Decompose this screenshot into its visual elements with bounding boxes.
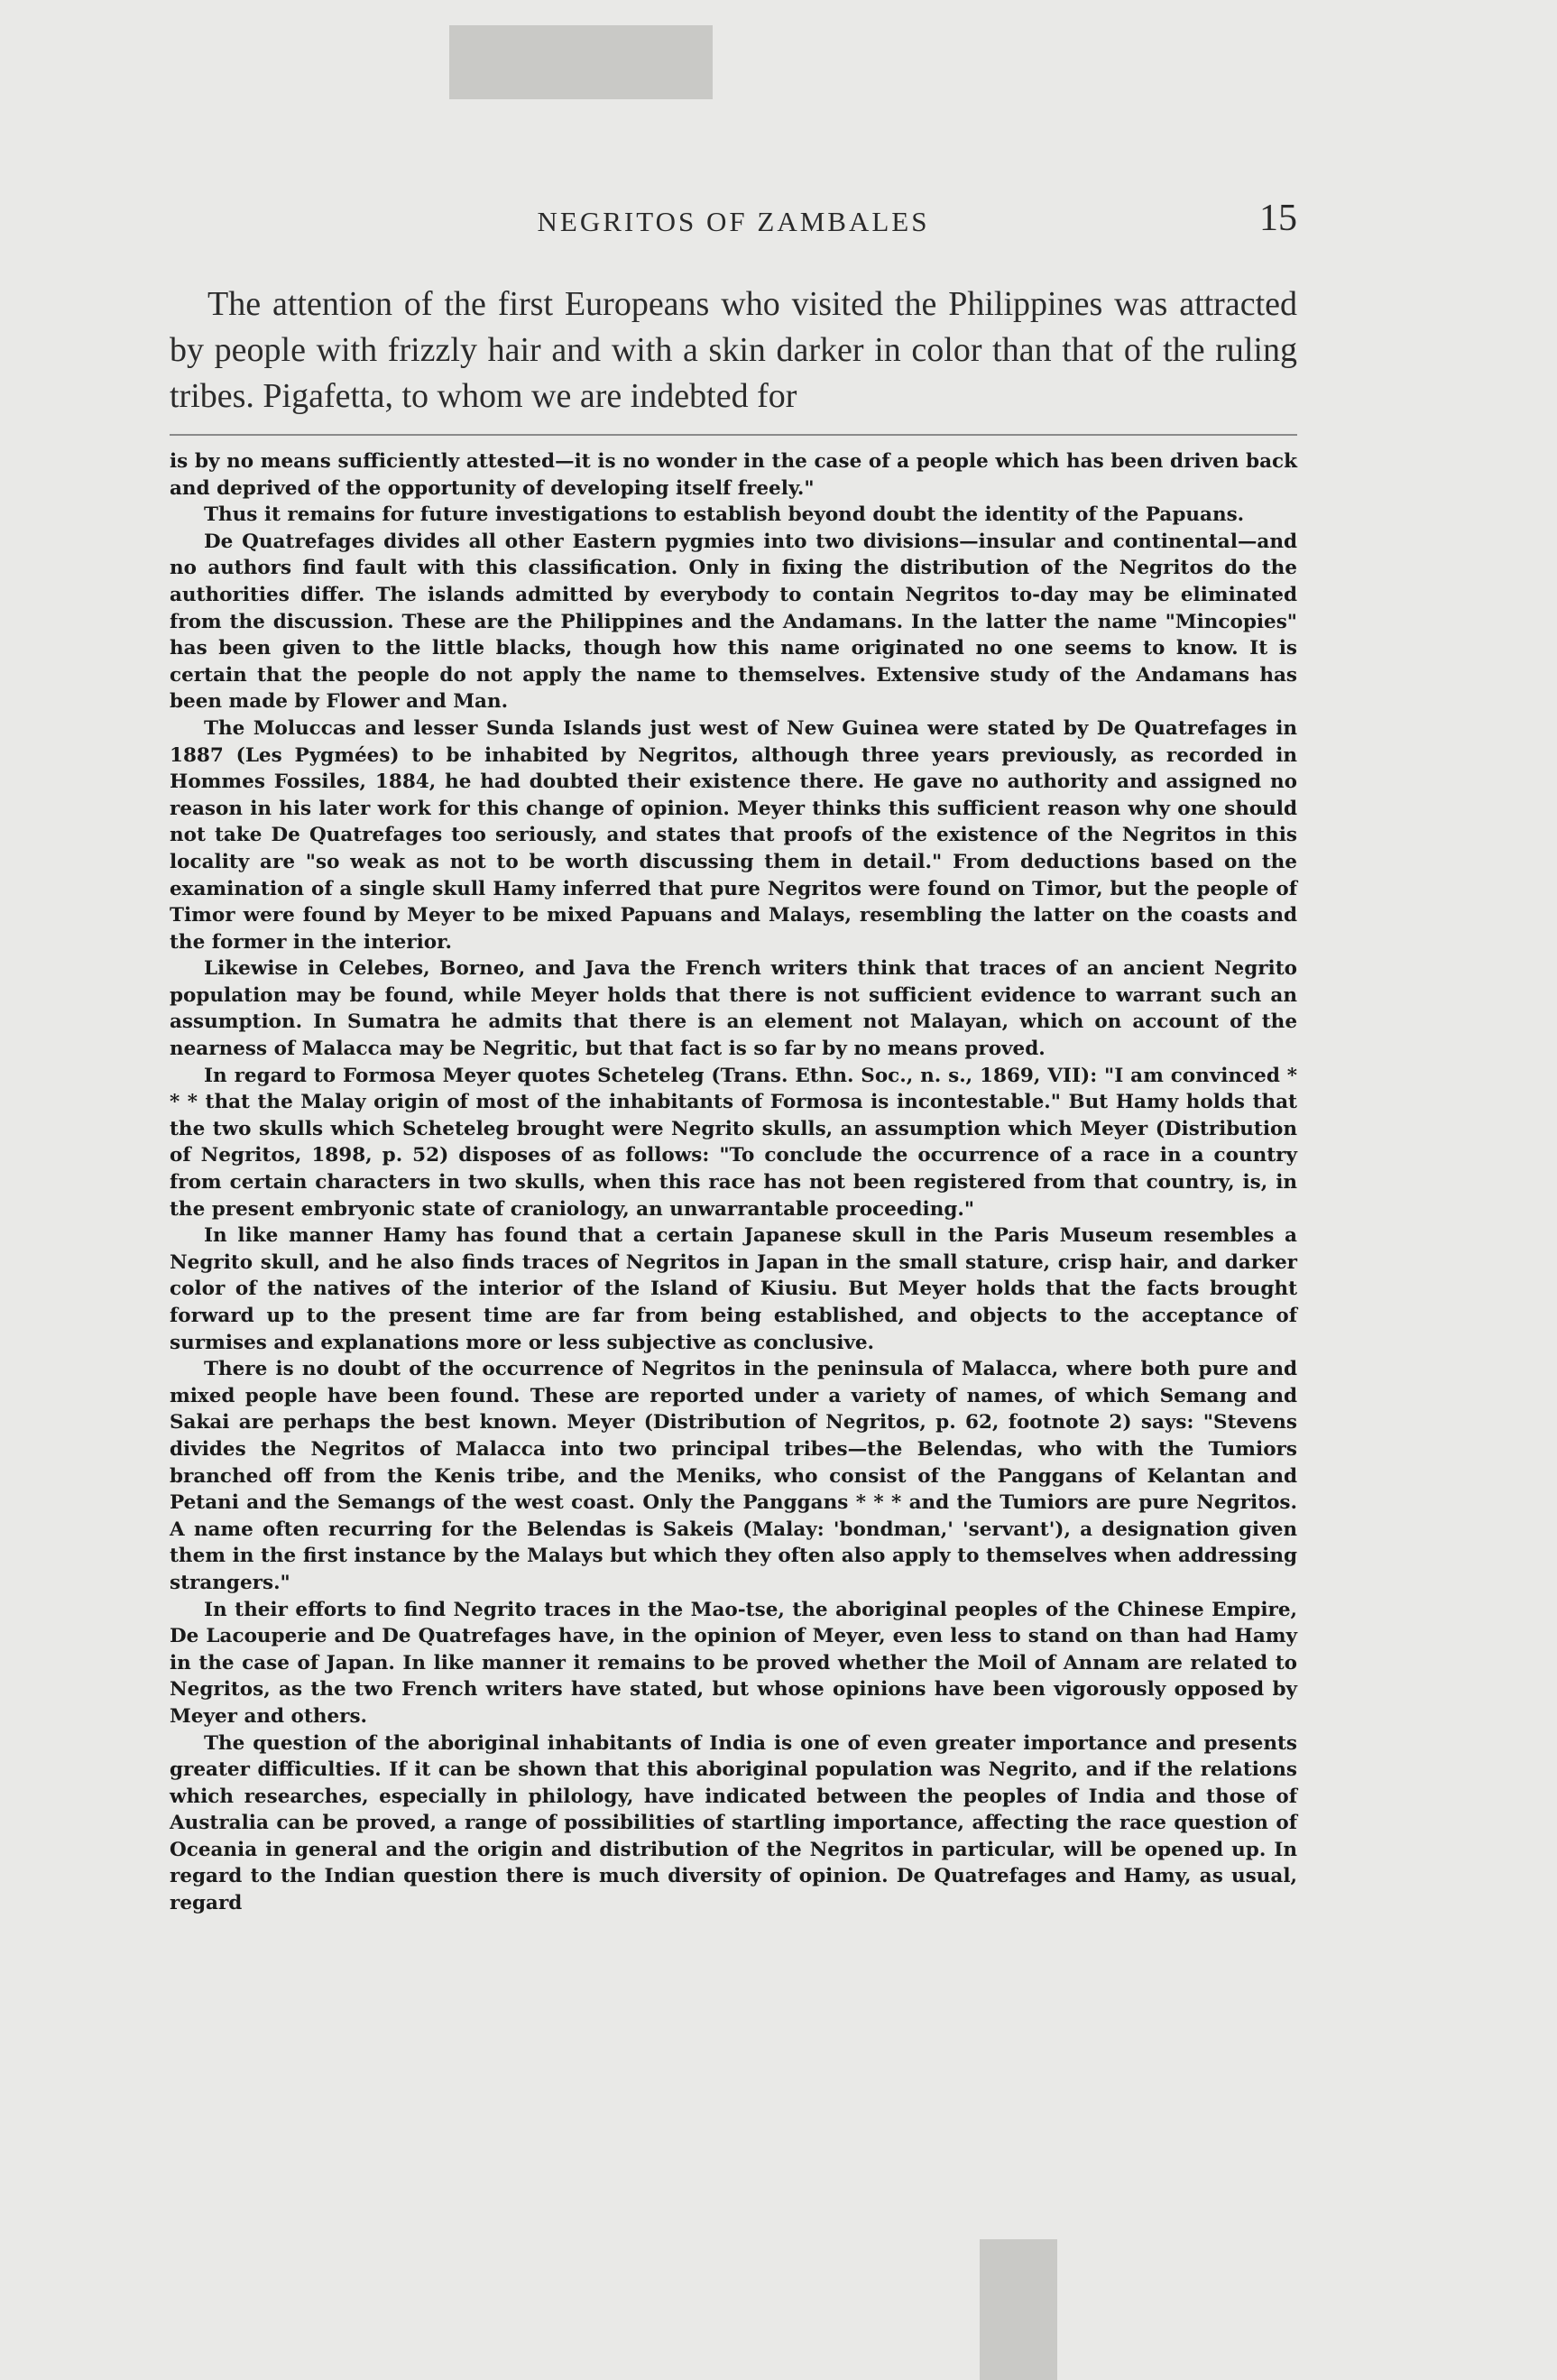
footnote-paragraph: De Quatrefages divides all other Eastern pygmies into two divisions—insular and continental—and no authors find fault with this classification. Only in fixing the distribution of the Negritos do the authorities differ. The islands admitted by everybody to contain Negritos to-day may be eliminated from the discussion. These are the Philippines and the Andamans. In the latter the name "Mincopies" has been given to the little blacks, though how this name originated no one seems to know. It is certain that the people do not apply the name to themselves. Extensive study of the Andamans has been made by Flower and Man. <box>170 530 1297 714</box>
scan-smudge-bottom <box>980 2239 1057 2380</box>
footnote-paragraph: In like manner Hamy has found that a certain Japanese skull in the Paris Museum resembles a Negrito skull, and he also finds traces of Negritos in Japan in the small stature, crisp hair, and darker color of the natives of the interior of the Island of Kiusiu. But Meyer holds that the facts brought forward up to the present time are far from being established, and objects to the acceptance of surmises and explanations more or less subjective as conclusive. <box>170 1224 1297 1354</box>
footnote-paragraph: The Moluccas and lesser Sunda Islands just west of New Guinea were stated by De Quatrefages in 1887 (Les Pygmées) to be inhabited by Negritos, although three years previously, as recorded in Hommes Fossiles, 1884, he had doubted their existence there. He gave no authority and assigned no reason in his later work for this change of opinion. Meyer thinks this sufficient reason why one should not take De Quatrefages too seriously, and states that proofs of the existence of the Negritos in this locality are "so weak as not to be worth discussing them in detail." From deductions based on the examination of a single skull Hamy inferred that pure Negritos were found on Timor, but the people of Timor were found by Meyer to be mixed Papuans and Malays, resembling the latter on the coasts and the former in the interior. <box>170 716 1297 954</box>
footnote-paragraph: The question of the aboriginal inhabitants of India is one of even greater importance and presents greater difficulties. If it can be shown that this aboriginal population was Negrito, and if the relations which researches, especially in philology, have indicated between the peoples of India and those of Australia can be proved, a range of possibilities of startling importance, affecting the race question of Oceania in general and the origin and distribution of the Negritos in particular, will be opened up. In regard to the Indian question there is much diversity of opinion. De Quatrefages and Hamy, as usual, regard <box>170 1731 1297 1915</box>
footnote-paragraph: Likewise in Celebes, Borneo, and Java the French writers think that traces of an ancient Negrito population may be found, while Meyer holds that there is not sufficient evidence to warrant such an assumption. In Sumatra he admits that there is an element not Malayan, which on account of the nearness of Malacca may be Negritic, but that fact is so far by no means proved. <box>170 957 1297 1061</box>
page-number: 15 <box>1259 198 1297 239</box>
scan-smudge-top <box>449 25 713 99</box>
footnote-divider <box>170 434 1297 436</box>
running-head <box>170 189 1297 247</box>
main-paragraph: The attention of the first Europeans who visited the Philippines was attracted by people with frizzly hair and with a skin darker in color than that of the ruling tribes. Pigafetta, to whom we are indebted for <box>170 285 1297 415</box>
footnotes-block <box>170 448 1297 1917</box>
book-page <box>170 189 1297 1917</box>
footnote-paragraph: is by no means sufficiently attested—it is no wonder in the case of a people which has been driven back and deprived of the opportunity of developing itself freely." <box>170 450 1297 500</box>
footnote-paragraph: In their efforts to find Negrito traces in the Mao-tse, the aboriginal peoples of the Chinese Empire, De Lacouperie and De Quatrefages have, in the opinion of Meyer, even less to stand on than had Hamy in the case of Japan. In like manner it remains to be proved whether the Moil of Annam are related to Negritos, as the two French writers have stated, but whose opinions have been vigorously opposed by Meyer and others. <box>170 1598 1297 1728</box>
footnote-paragraph: There is no doubt of the occurrence of Negritos in the peninsula of Malacca, where both pure and mixed people have been found. These are reported under a variety of names, of which Semang and Sakai are perhaps the best known. Meyer (Distribution of Negritos, p. 62, footnote 2) says: "Stevens divides the Negritos of Malacca into two principal tribes—the Belendas, who with the Tumiors branched off from the Kenis tribe, and the Meniks, who consist of the Panggans of Kelantan and Petani and the Semangs of the west coast. Only the Panggans * * * and the Tumiors are pure Negritos. A name often recurring for the Belendas is Sakeis (Malay: 'bondman,' 'servant'), a designation given them in the first instance by the Malays but which they often also apply to themselves when addressing strangers." <box>170 1358 1297 1594</box>
footnote-paragraph: In regard to Formosa Meyer quotes Scheteleg (Trans. Ethn. Soc., n. s., 1869, VII): "I am convinced * * * that the Malay origin of most of the inhabitants of Formosa is incontestable." But Hamy holds that the two skulls which Scheteleg brought were Negrito skulls, an assumption which Meyer (Distribution of Negritos, 1898, p. 52) disposes of as follows: "To conclude the occurrence of a race in a country from certain characters in two skulls, when this race has not been registered from that country, is, in the present embryonic state of craniology, an unwarrantable proceeding." <box>170 1064 1297 1221</box>
running-head-title: NEGRITOS OF ZAMBALES <box>537 206 930 237</box>
footnote-paragraph: Thus it remains for future investigations to establish beyond doubt the identity of the Papuans. <box>204 503 1245 527</box>
